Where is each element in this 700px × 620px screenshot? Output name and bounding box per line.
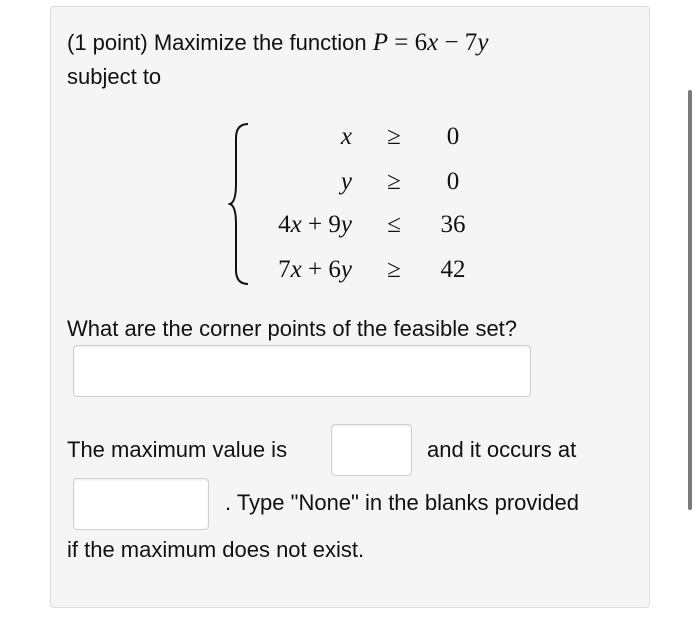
objective-eq: = 6 <box>387 29 428 56</box>
objective-var-x: x <box>427 29 439 56</box>
max-value-input[interactable] <box>331 424 412 476</box>
location-input[interactable] <box>73 478 209 530</box>
objective-function <box>373 29 489 56</box>
constraint-operator: ≥ <box>387 123 401 150</box>
lhs-mid: + 9 <box>301 211 341 238</box>
max-value-label: The maximum value is <box>67 437 288 462</box>
lhs-var-1: x <box>290 256 302 283</box>
constraint-rhs: 0 <box>446 123 460 150</box>
subject-to-label: subject to <box>67 64 162 89</box>
objective-var-y: y <box>477 29 489 56</box>
corner-points-question: What are the corner points of the feasible set? <box>67 316 518 341</box>
constraint-rhs: 0 <box>446 168 460 195</box>
lhs-coef: 4 <box>278 211 291 238</box>
constraint-rhs: 36 <box>440 211 466 238</box>
lhs-var-1: x <box>340 123 352 150</box>
lhs-coef: 7 <box>278 256 291 283</box>
constraint-operator: ≥ <box>387 256 401 283</box>
objective-minus: − 7 <box>438 29 478 56</box>
constraint-lhs <box>232 167 352 197</box>
constraint-lhs <box>232 255 352 285</box>
constraint-lhs <box>232 210 352 240</box>
occurs-at-label: and it occurs at <box>427 437 577 462</box>
problem-intro-line <box>67 30 488 56</box>
constraint-operator: ≤ <box>387 211 401 238</box>
page-scrollbar[interactable] <box>688 90 692 510</box>
type-none-instruction: . Type "None" in the blanks provided <box>225 490 579 515</box>
corner-points-input[interactable] <box>73 345 531 397</box>
lhs-mid: + 6 <box>301 256 341 283</box>
lhs-var-2: y <box>340 256 352 283</box>
constraint-operator: ≥ <box>387 168 401 195</box>
objective-var-p: P <box>372 29 388 56</box>
constraint-lhs <box>232 122 352 152</box>
lhs-var-2: y <box>340 211 352 238</box>
if-not-exist-text: if the maximum does not exist. <box>67 537 365 562</box>
constraint-rhs: 42 <box>440 256 466 283</box>
lhs-var-1: y <box>340 168 352 195</box>
lhs-var-1: x <box>290 211 302 238</box>
problem-intro-text: (1 point) Maximize the function <box>67 30 373 55</box>
